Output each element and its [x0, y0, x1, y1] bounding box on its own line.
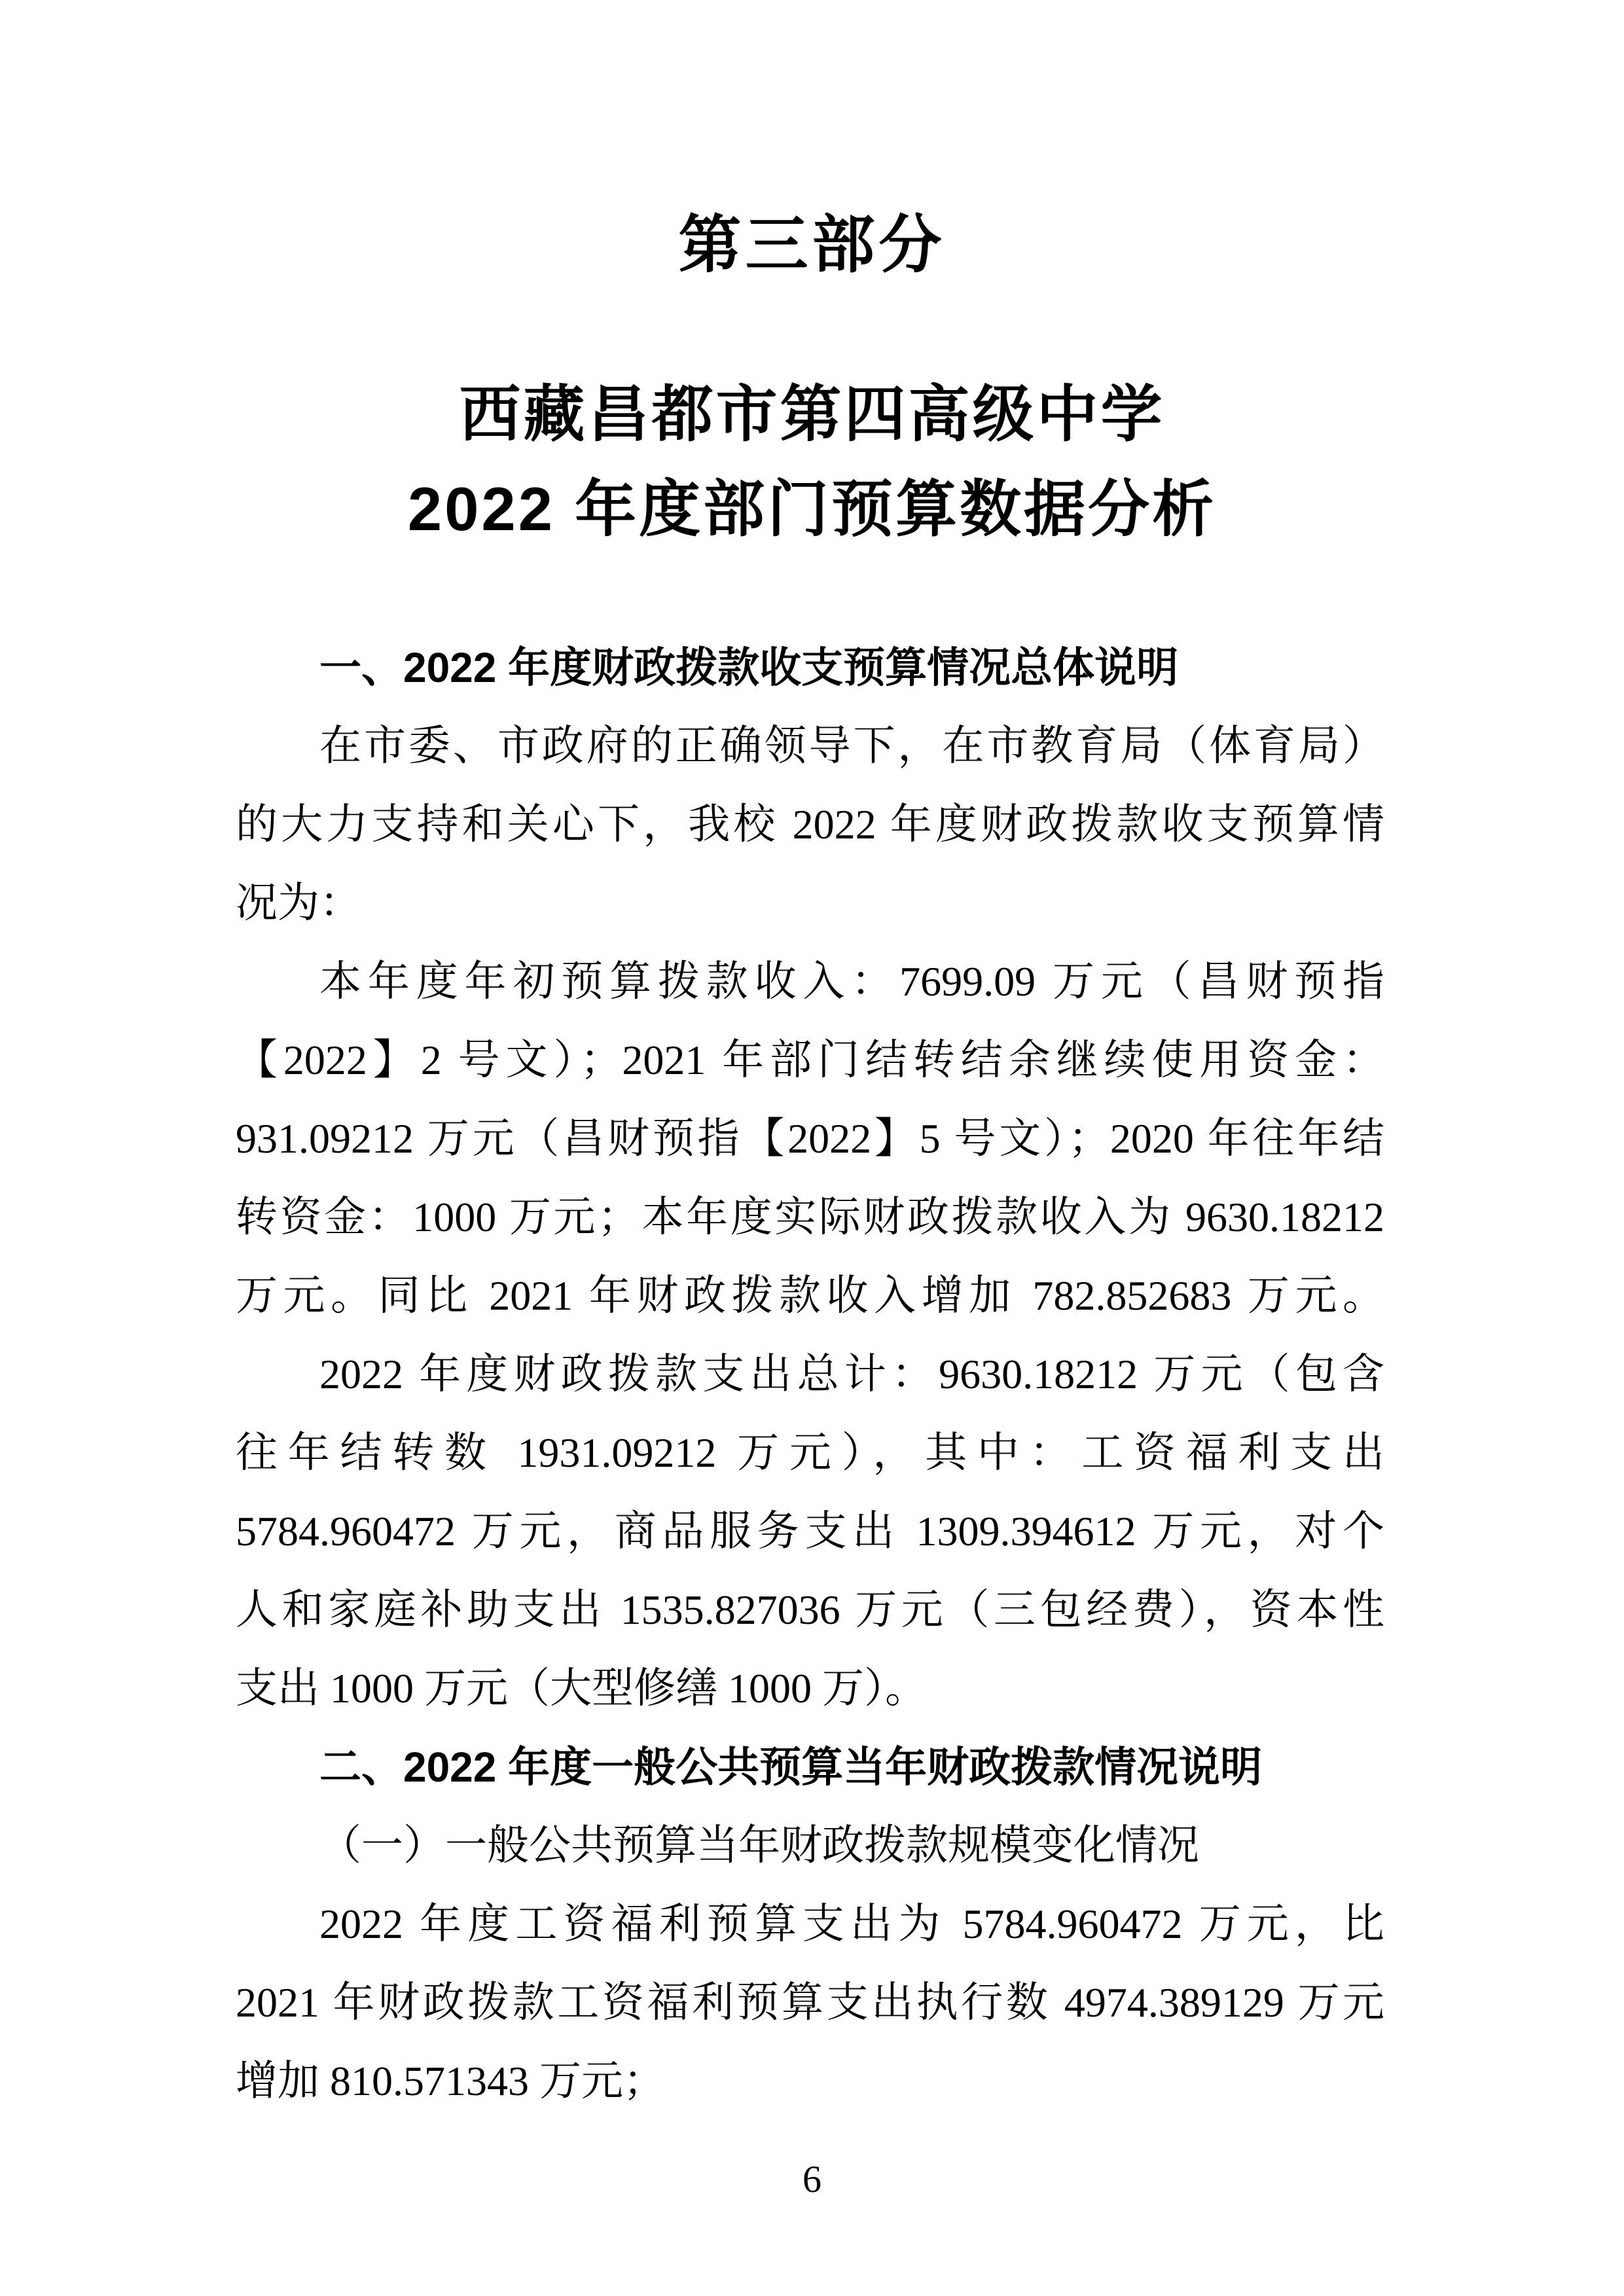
- section-heading-2: 二、2022 年度一般公共预算当年财政拨款情况说明: [319, 1744, 1263, 1791]
- doc-subtitle: [0, 367, 1624, 556]
- paragraph-line: 增加 810.571343 万元；: [236, 2058, 665, 2104]
- paragraph-line: 931.09212 万元（昌财预指【2022】5 号文）；2020 年往年结: [236, 1115, 1384, 1162]
- body-text: [236, 628, 1384, 2121]
- doc-title: 第三部分: [678, 210, 946, 280]
- paragraph-line: 万元。同比 2021 年财政拨款收入增加 782.852683 万元。: [236, 1272, 1384, 1319]
- doc-subtitle-line-1: 西藏昌都市第四高级中学: [459, 380, 1165, 448]
- paragraph-line: 【2022】2 号文）；2021 年部门结转结余继续使用资金：: [236, 1037, 1384, 1083]
- paragraph-line: 的大力支持和关心下，我校 2022 年度财政拨款收支预算情: [236, 801, 1384, 848]
- paragraph-line: 2022 年度财政拨款支出总计：9630.18212 万元（包含: [319, 1351, 1384, 1397]
- paragraph-line: 转资金：1000 万元；本年度实际财政拨款收入为 9630.18212: [236, 1194, 1384, 1240]
- paragraph-line: 支出 1000 万元（大型修缮 1000 万）。: [236, 1665, 927, 1712]
- doc-subtitle-line-2: 2022 年度部门预算数据分析: [407, 475, 1217, 543]
- paragraph-line: 况为：: [236, 880, 361, 926]
- paragraph-line: 本年度年初预算拨款收入：7699.09 万元（昌财预指: [319, 958, 1384, 1005]
- subsection-heading: （一）一般公共预算当年财政拨款规模变化情况: [319, 1822, 1199, 1869]
- paragraph-line: 5784.960472 万元，商品服务支出 1309.394612 万元，对个: [236, 1508, 1384, 1554]
- section-heading-1: 一、2022 年度财政拨款收支预算情况总体说明: [319, 644, 1179, 691]
- paragraph-line: 人和家庭补助支出 1535.827036 万元（三包经费），资本性: [236, 1587, 1384, 1633]
- paragraph-line: 2022 年度工资福利预算支出为 5784.960472 万元，比: [319, 1901, 1384, 1947]
- paragraph-line: 往年结转数 1931.09212 万元），其中：工资福利支出: [236, 1429, 1384, 1476]
- paragraph-line: 在市委、市政府的正确领导下，在市教育局（体育局）: [319, 723, 1384, 769]
- page-number: 6: [803, 2158, 821, 2200]
- paragraph-line: 2021 年财政拨款工资福利预算支出执行数 4974.389129 万元: [236, 1979, 1384, 2026]
